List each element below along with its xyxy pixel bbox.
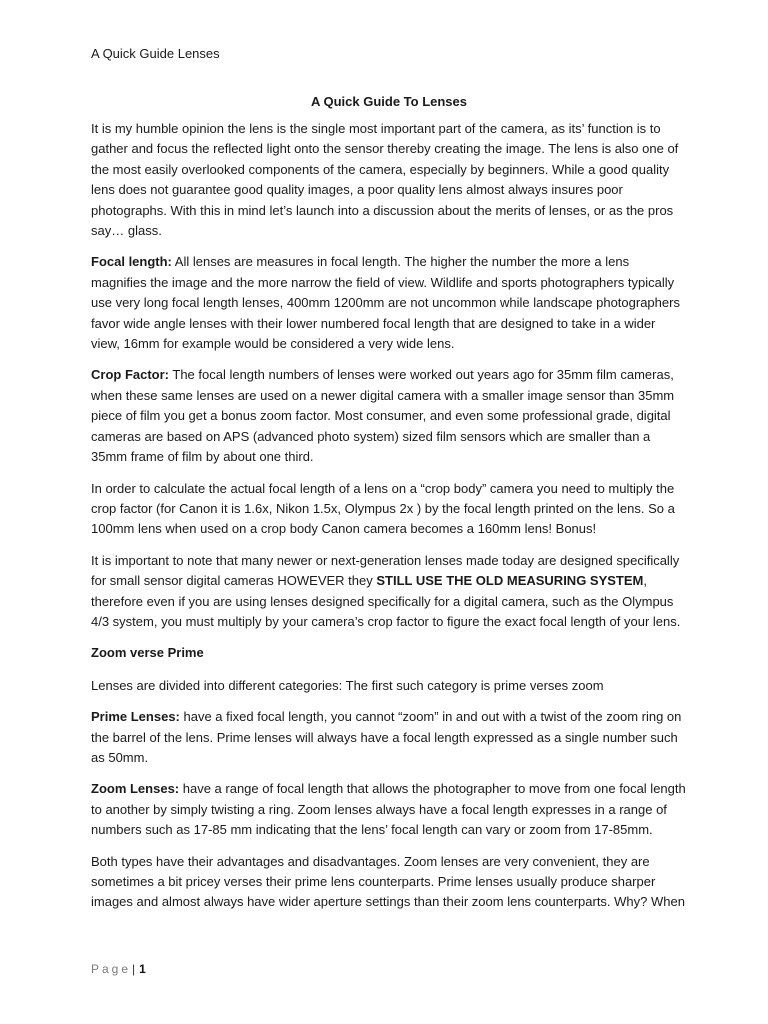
footer-page-number: 1: [139, 962, 146, 976]
focal-length-text: All lenses are measures in focal length. The higher the number the more a lens magnifies the image and the more narrow the field of view. Wildlife and sports photographers typically use very long focal length lenses, 400mm 1200mm are not uncommon while landscape photographers favor wide angle lenses with their lower numbered focal length that are designed to take in a wider view, 16mm for example would be considered a very wide lens.: [91, 254, 680, 352]
footer-separator: |: [132, 962, 136, 976]
new-lenses-emphasis: STILL USE THE OLD MEASURING SYSTEM: [376, 573, 644, 589]
crop-factor-paragraph: [91, 365, 687, 467]
zoom-lenses-label: Zoom Lenses:: [91, 781, 180, 797]
crop-factor-text: The focal length numbers of lenses were worked out years ago for 35mm film cameras, when these same lenses are used on a newer digital camera with a smaller image sensor than 35mm piece of film you get a bonus zoom factor. Most consumer, and even some professional grade, digital cameras are based on APS (advanced photo system) sized film sensors which are smaller than a 35mm frame of film by about one third.: [91, 367, 675, 465]
comparison-paragraph: Both types have their advantages and disadvantages. Zoom lenses are very convenient, they are sometimes a bit pricey verses their prime lens counterparts. Prime lenses usually produce sharper images and almost always have wider aperture settings than their zoom lens counterparts. Why? When: [91, 853, 685, 910]
categories-paragraph: Lenses are divided into different categories: The first such category is prime verses zoom: [91, 677, 604, 693]
document-title: A Quick Guide To Lenses: [310, 94, 468, 109]
document-body: [91, 93, 687, 924]
new-lenses-text-after: , therefore even if you are using lenses designed specifically for a digital camera, such as the Olympus 4/3 system, you must multiply by your camera’s crop factor to figure the exact focal length of your lens.: [91, 573, 681, 629]
page-footer: [91, 961, 146, 977]
section-heading-zoom-prime: Zoom verse Prime: [91, 645, 204, 661]
focal-length-paragraph: [91, 252, 687, 354]
new-lenses-text-before: It is important to note that many newer or next-generation lenses made today are designed specifically for small sensor digital cameras HOWEVER they: [91, 552, 680, 589]
new-lenses-paragraph: [91, 551, 687, 633]
running-header: A Quick Guide Lenses: [91, 46, 220, 61]
intro-paragraph: It is my humble opinion the lens is the single most important part of the camera, as its’ function is to gather and focus the reflected light onto the sensor thereby creating the image. The lens is also one of the most easily overlooked components of the camera, especially by beginners. While a good quality lens does not guarantee good quality images, a poor quality lens almost always insures poor photographs. With this in mind let’s launch into a discussion about the merits of lenses, or as the pros say… glass.: [91, 121, 679, 239]
focal-length-label: Focal length:: [91, 254, 172, 270]
crop-calculation-paragraph: In order to calculate the actual focal length of a lens on a “crop body” camera you need to multiply the crop factor (for Canon it is 1.6x, Nikon 1.5x, Olympus 2x ) by the focal length printed on the lens. So a 100mm lens when used on a crop body Canon camera becomes a 160mm lens! Bonus!: [91, 480, 675, 537]
crop-factor-label: Crop Factor:: [91, 367, 169, 383]
prime-lenses-label: Prime Lenses:: [91, 709, 180, 725]
zoom-lenses-text: have a range of focal length that allows the photographer to move from one focal length to another by simply twisting a ring. Zoom lenses always have a focal length expresses in a range of numbers such as 17-85 mm indicating that the lens’ focal length can vary or zoom from 17-85mm.: [91, 781, 686, 838]
footer-page-word: Page: [91, 962, 132, 976]
prime-lenses-text: have a fixed focal length, you cannot “zoom” in and out with a twist of the zoom ring on the barrel of the lens. Prime lenses will always have a focal length expressed as a single number such as 50mm.: [91, 709, 682, 765]
zoom-lenses-paragraph: [91, 779, 687, 840]
prime-lenses-paragraph: [91, 707, 687, 768]
